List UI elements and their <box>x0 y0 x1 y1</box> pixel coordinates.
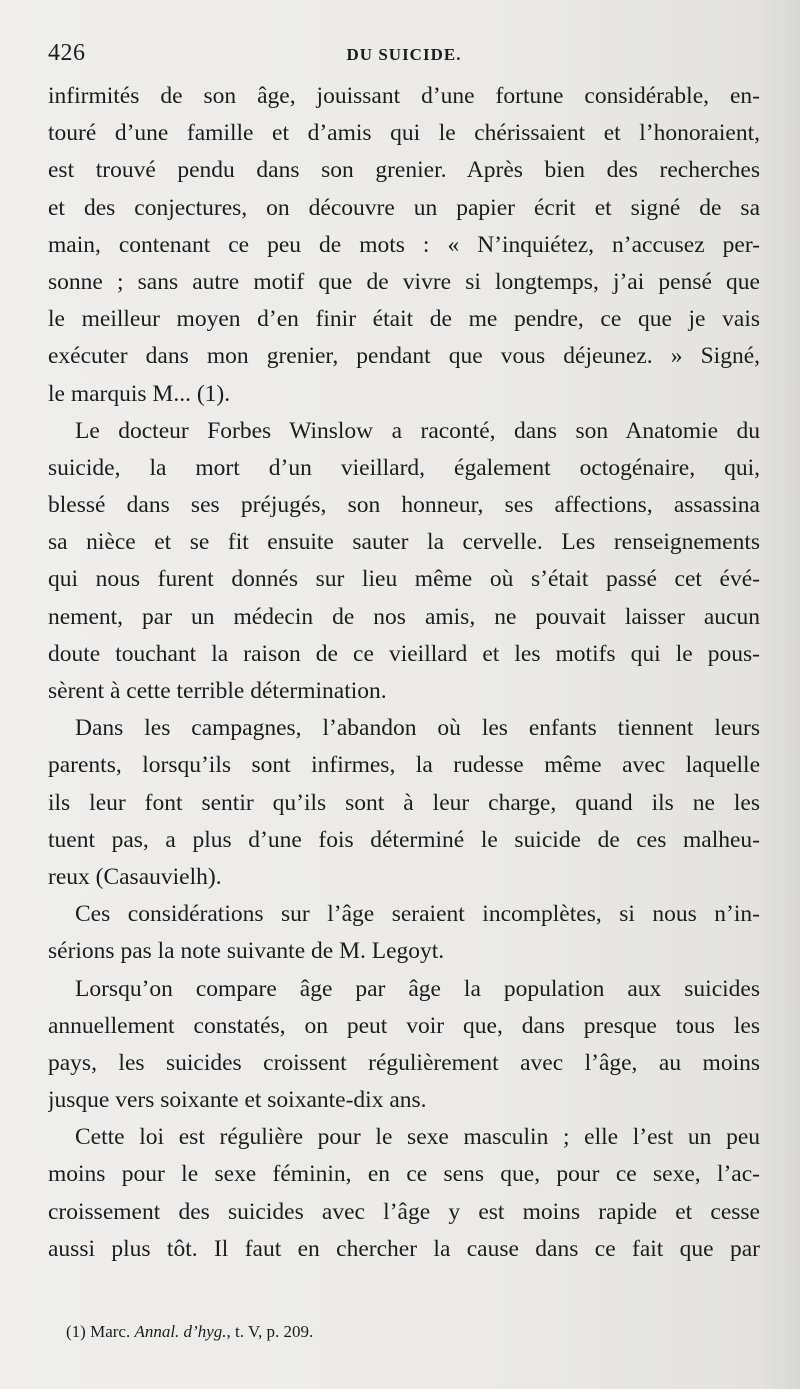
text-line: et des conjectures, on découvre un papier écrit et signé de sa <box>48 194 760 221</box>
text-line: ils leur font sentir qu’ils sont à leur charge, quand ils ne les <box>48 789 760 816</box>
text-line: Lorsqu’on compare âge par âge la population aux suicides <box>75 975 760 1002</box>
page-header <box>48 40 760 76</box>
footnote-journal: Annal. d’hyg. <box>134 1322 227 1341</box>
page-edge-shadow <box>760 0 800 1389</box>
text-line: Dans les campagnes, l’abandon où les enfants tiennent leurs <box>75 715 760 742</box>
text-line: Le docteur Forbes Winslow a raconté, dans son Anatomie du <box>75 417 760 444</box>
text-line: nement, par un médecin de nos amis, ne pouvait laisser aucun <box>48 603 760 630</box>
footnote <box>66 1322 313 1342</box>
text-line: croissement des suicides avec l’âge y est moins rapide et cesse <box>48 1198 760 1225</box>
text-line: jusque vers soixante et soixante-dix ans. <box>48 1087 427 1114</box>
text-line: le marquis M... (1). <box>48 380 231 407</box>
text-line: suicide, la mort d’un vieillard, également octogénaire, qui, <box>48 454 760 481</box>
text-line: blessé dans ses préjugés, son honneur, ses affections, assassina <box>48 492 760 519</box>
text-line: sèrent à cette terrible détermination. <box>48 678 387 704</box>
text-line: est trouvé pendu dans son grenier. Après bien des recherches <box>48 157 760 184</box>
text-line: Cette loi est régulière pour le sexe masculin ; elle l’est un peu <box>75 1124 760 1151</box>
text-line: parents, lorsqu’ils sont infirmes, la rudesse même avec laquelle <box>48 752 760 779</box>
text-line: doute touchant la raison de ce vieillard et les motifs qui le pous- <box>48 640 760 667</box>
text-line: pays, les suicides croissent régulièrement avec l’âge, au moins <box>48 1049 760 1076</box>
text-line: sérions pas la note suivante de M. Legoyt. <box>48 938 445 965</box>
text-line: aussi plus tôt. Il faut en chercher la cause dans ce fait que par <box>48 1235 760 1262</box>
page-number: 426 <box>48 40 86 66</box>
text-line: sa nièce et se fit ensuite sauter la cervelle. Les renseignements <box>48 529 760 556</box>
text-line: le meilleur moyen d’en finir était de me pendre, ce que je vais <box>48 306 760 333</box>
text-line: reux (Casauvielh). <box>48 863 222 890</box>
footnote-reference: , t. V, p. 209. <box>226 1322 314 1341</box>
text-line: Ces considérations sur l’âge seraient incomplètes, si nous n’in- <box>75 901 760 928</box>
text-line: tuent pas, a plus d’une fois déterminé le suicide de ces malheu- <box>48 826 760 853</box>
running-title: DU SUICIDE. <box>346 45 462 64</box>
text-line: moins pour le sexe féminin, en ce sens que, pour ce sexe, l’ac- <box>48 1161 760 1188</box>
body-text <box>48 78 760 1268</box>
text-line: annuellement constatés, on peut voir que, dans presque tous les <box>48 1012 760 1039</box>
text-line: qui nous furent donnés sur lieu même où s’était passé cet évé- <box>48 566 760 593</box>
text-line: infirmités de son âge, jouissant d’une fortune considérable, en- <box>48 83 760 109</box>
footnote-marker: (1) <box>66 1322 86 1341</box>
text-line: sonne ; sans autre motif que de vivre si longtemps, j’ai pensé que <box>48 268 760 295</box>
text-line: main, contenant ce peu de mots : « N’inquiétez, n’accusez per- <box>48 231 760 258</box>
text-line: exécuter dans mon grenier, pendant que vous déjeunez. » Signé, <box>48 343 760 370</box>
text-line: touré d’une famille et d’amis qui le chérissaient et l’honoraient, <box>48 120 760 147</box>
footnote-author: Marc. <box>90 1322 131 1341</box>
